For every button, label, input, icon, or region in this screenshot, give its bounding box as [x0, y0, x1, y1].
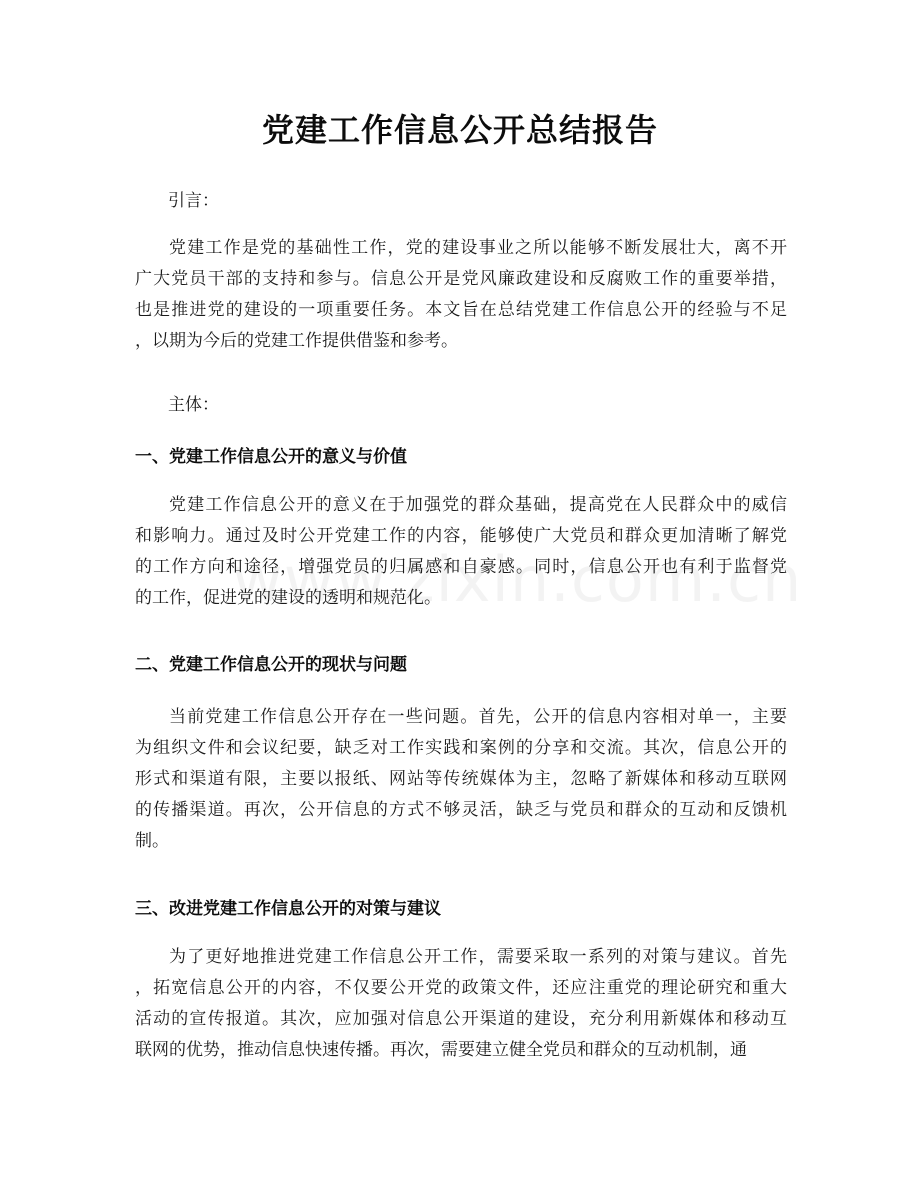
- section-2-line: 为组织文件和会议纪要，缺乏对工作实践和案例的分享和交流。其次，信息公开的: [135, 738, 789, 758]
- section-2-line: 形式和渠道有限，主要以报纸、网站等传统媒体为主，忽略了新媒体和移动互联网: [135, 769, 789, 789]
- section-1-line: 的工作，促进党的建设的透明和规范化。: [135, 588, 441, 608]
- section-3-line: 活动的宣传报道。其次，应加强对信息公开渠道的建设，充分利用新媒体和移动互: [135, 1009, 789, 1029]
- section-3-paragraph: [135, 942, 787, 1066]
- intro-line: 也是推进党的建设的一项重要任务。本文旨在总结党建工作信息公开的经验与不足: [135, 300, 789, 320]
- section-1-heading: 一、党建工作信息公开的意义与价值: [135, 447, 407, 467]
- body-label: 主体：: [168, 395, 219, 415]
- intro-line: 党建工作是党的基础性工作，党的建设事业之所以能够不断发展壮大，离不开: [169, 238, 789, 258]
- intro-label: 引言：: [168, 191, 219, 211]
- section-3-line: ，拓宽信息公开的内容，不仅要公开党的政策文件，还应注重党的理论研究和重大: [135, 978, 789, 998]
- section-3-line: 联网的优势，推动信息快速传播。再次，需要建立健全党员和群众的互动机制，通: [135, 1040, 747, 1060]
- section-1-line: 和影响力。通过及时公开党建工作的内容，能够使广大党员和群众更加清晰了解党: [135, 526, 789, 546]
- section-1-line: 的工作方向和途径，增强党员的归属感和自豪感。同时，信息公开也有利于监督党: [135, 557, 789, 577]
- intro-line: ，以期为今后的党建工作提供借鉴和参考。: [135, 331, 458, 351]
- section-2-line: 当前党建工作信息公开存在一些问题。首先，公开的信息内容相对单一，主要: [169, 707, 789, 727]
- section-2-line: 制。: [135, 831, 169, 851]
- section-2-line: 的传播渠道。再次，公开信息的方式不够灵活，缺乏与党员和群众的互动和反馈机: [135, 800, 789, 820]
- section-3-line: 为了更好地推进党建工作信息公开工作，需要采取一系列的对策与建议。首先: [169, 947, 789, 967]
- section-2-paragraph: [135, 702, 787, 857]
- section-3-heading: 三、改进党建工作信息公开的对策与建议: [135, 899, 441, 919]
- document-title: 党建工作信息公开总结报告: [261, 111, 658, 149]
- section-1-paragraph: [135, 490, 787, 614]
- intro-line: 广大党员干部的支持和参与。信息公开是党风廉政建设和反腐败工作的重要举措，: [135, 269, 789, 289]
- intro-paragraph: [135, 233, 787, 357]
- section-1-line: 党建工作信息公开的意义在于加强党的群众基础，提高党在人民群众中的威信: [169, 495, 789, 515]
- section-2-heading: 二、党建工作信息公开的现状与问题: [135, 655, 407, 675]
